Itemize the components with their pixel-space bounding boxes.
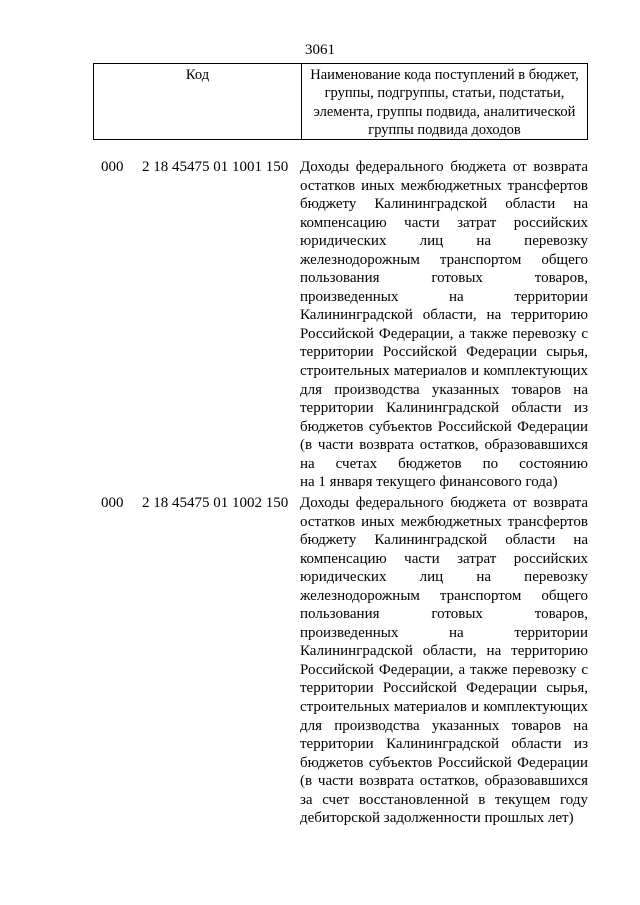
income-name-line: строительных материалов и комплектующих xyxy=(300,699,588,716)
income-name-line: (в части возврата остатков, образовавшихся xyxy=(300,773,588,790)
income-name-line: для производства указанных товаров на xyxy=(300,717,588,734)
income-name-line: бюджетов субъектов Российской Федерации xyxy=(300,418,588,435)
income-name-line: бюджетов субъектов Российской Федерации xyxy=(300,754,588,771)
income-name-line: пользования готовых товаров, xyxy=(300,606,588,623)
income-name-line: территории Калининградской области из xyxy=(300,400,588,417)
header-name-line: группы подвида доходов xyxy=(368,121,521,138)
income-name-line: остатков иных межбюджетных трансфертов xyxy=(300,177,588,194)
income-name-line: произведенных на территории xyxy=(300,288,588,305)
income-name-line: пользования готовых товаров, xyxy=(300,270,588,287)
page-number: 3061 xyxy=(305,42,335,58)
income-name-line: территории Российской Федерации сырья, xyxy=(300,680,588,697)
income-name-line: юридических лиц на перевозку xyxy=(300,233,588,250)
admin-code: 000 xyxy=(101,159,124,175)
income-name-line: железнодорожным транспортом общего xyxy=(300,587,588,604)
income-name-line: Доходы федерального бюджета от возврата xyxy=(300,495,588,511)
income-code-row xyxy=(101,494,591,828)
income-name-line: бюджету Калининградской области на xyxy=(300,196,588,213)
income-name-line: юридических лиц на перевозку xyxy=(300,569,588,586)
income-name xyxy=(300,494,588,828)
income-name-line: строительных материалов и комплектующих xyxy=(300,363,588,380)
income-name-line: территории Калининградской области из xyxy=(300,736,588,753)
income-code: 2 18 45475 01 1002 150 xyxy=(142,495,289,511)
income-code: 2 18 45475 01 1001 150 xyxy=(142,159,289,175)
header-name-line: группы, подгруппы, статьи, подстатьи, xyxy=(324,85,565,102)
header-name-line: элемента, группы подвида, аналитической xyxy=(313,103,576,120)
income-name-line: Российской Федерации, а также перевозку с xyxy=(300,661,588,678)
income-name-line: на 1 января текущего финансового года) xyxy=(300,474,558,491)
income-code-row xyxy=(101,158,591,494)
income-name-line: за счет восстановленной в текущем году xyxy=(300,791,588,808)
admin-code: 000 xyxy=(101,495,124,511)
income-name-line: Российской Федерации, а также перевозку с xyxy=(300,325,588,342)
income-name-line: дебиторской задолженности прошлых лет) xyxy=(300,810,574,827)
header-code-cell xyxy=(94,64,302,140)
income-code-list xyxy=(101,158,591,828)
income-name-line: для производства указанных товаров на xyxy=(300,381,588,398)
header-name-cell xyxy=(302,64,588,140)
income-name-line: бюджету Калининградской области на xyxy=(300,532,588,549)
header-name-line: Наименование кода поступлений в бюджет, xyxy=(310,67,579,83)
income-name-line: Калининградской области, на территорию xyxy=(300,643,588,660)
income-name-line: Калининградской области, на территорию xyxy=(300,307,588,324)
income-name xyxy=(300,158,588,492)
income-name-line: остатков иных межбюджетных трансфертов xyxy=(300,513,588,530)
header-table xyxy=(93,63,588,140)
income-name-line: железнодорожным транспортом общего xyxy=(300,251,588,268)
income-name-line: (в части возврата остатков, образовавшихся xyxy=(300,437,588,454)
income-name-line: территории Российской Федерации сырья, xyxy=(300,344,588,361)
income-name-line: произведенных на территории xyxy=(300,624,588,641)
income-name-line: компенсацию части затрат российских xyxy=(300,550,588,567)
income-name-line: Доходы федерального бюджета от возврата xyxy=(300,159,588,175)
income-name-line: на счетах бюджетов по состоянию xyxy=(300,455,588,472)
header-code-label: Код xyxy=(185,67,210,83)
income-name-line: компенсацию части затрат российских xyxy=(300,214,588,231)
